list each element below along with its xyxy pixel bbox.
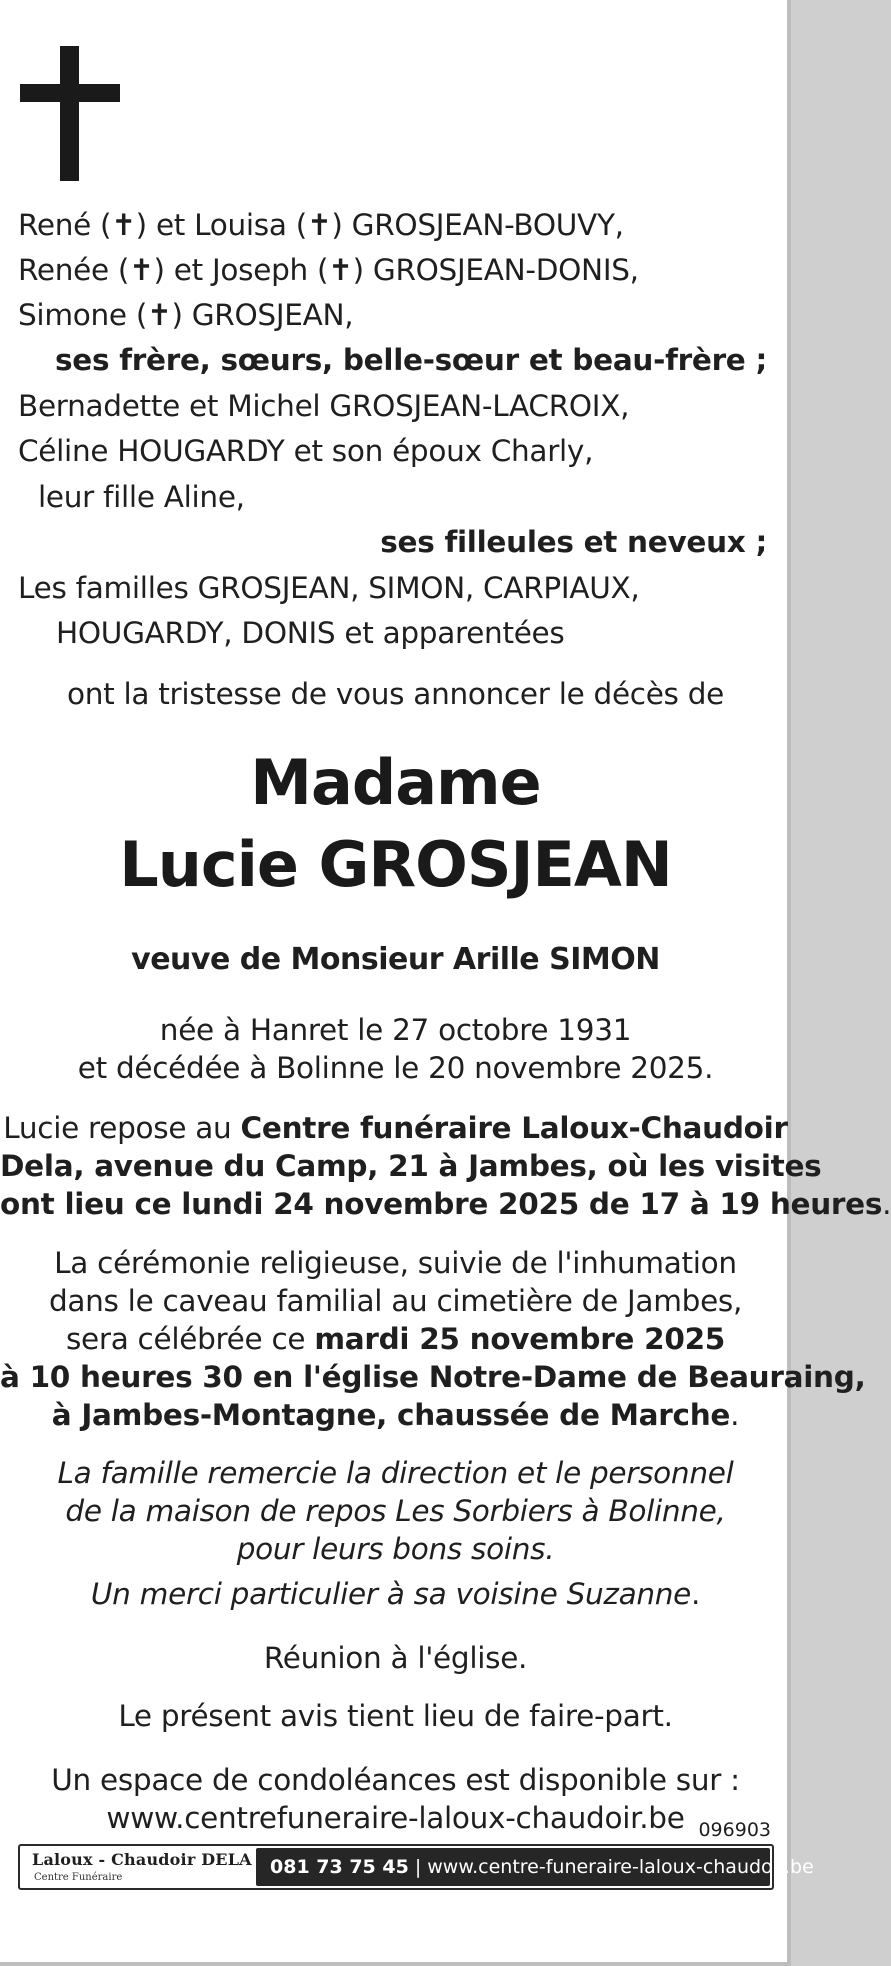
- death-info: et décédée à Bolinne le 20 novembre 2025.: [77, 1051, 714, 1085]
- rest-line-3: ont lieu ce lundi 24 novembre 2025 de 17 à 19 heures.: [0, 1187, 891, 1221]
- birth-info: née à Hanret le 27 octobre 1931: [159, 1013, 632, 1047]
- rest-line-2: Dela, avenue du Camp, 21 à Jambes, où les visites: [0, 1149, 822, 1183]
- family-line-10: HOUGARDY, DONIS et apparentées: [56, 616, 565, 650]
- deceased-name: Lucie GROSJEAN: [119, 828, 672, 901]
- contact-bar: [256, 1848, 814, 1886]
- reunion-text: Réunion à l'église.: [263, 1641, 528, 1675]
- family-line-2: Renée (✝) et Joseph (✝) GROSJEAN-DONIS,: [18, 253, 639, 287]
- thanks-line-3: pour leurs bons soins.: [236, 1532, 555, 1566]
- ceremony-line-5: à Jambes-Montagne, chaussée de Marche.: [51, 1398, 740, 1432]
- family-line-1: René (✝) et Louisa (✝) GROSJEAN-BOUVY,: [18, 208, 624, 242]
- funeral-home-subtitle: Centre Funéraire: [34, 1872, 123, 1883]
- family-line-6: Céline HOUGARDY et son époux Charly,: [18, 434, 594, 468]
- notice-text: Le présent avis tient lieu de faire-part.: [118, 1699, 673, 1733]
- deceased-title: Madame: [250, 746, 541, 819]
- rest-line-1: Lucie repose au Centre funéraire Laloux-Chaudoir: [3, 1111, 788, 1145]
- funeral-home-footer: [18, 1844, 814, 1890]
- funeral-home-logo: Laloux - Chaudoir DELA: [32, 1850, 252, 1869]
- family-line-3: Simone (✝) GROSJEAN,: [18, 298, 354, 332]
- ceremony-line-2: dans le caveau familial au cimetière de Jambes,: [48, 1284, 743, 1318]
- ceremony-line-3: sera célébrée ce mardi 25 novembre 2025: [65, 1322, 726, 1356]
- thanks-line-1: La famille remercie la direction et le personnel: [57, 1456, 734, 1490]
- phone-number: 081 73 75 45: [270, 1856, 409, 1878]
- announcement-text: ont la tristesse de vous annoncer le décès de: [67, 677, 724, 711]
- condolences-text: Un espace de condoléances est disponible sur :: [51, 1763, 740, 1797]
- family-relation-2: ses filleules et neveux ;: [380, 525, 767, 559]
- widow-of: veuve de Monsieur Arille SIMON: [131, 942, 660, 977]
- reference-number: 096903: [698, 1819, 771, 1841]
- condolences-url: www.centrefuneraire-laloux-chaudoir.be: [106, 1801, 685, 1835]
- cross-icon: [20, 46, 120, 181]
- family-relation-1: ses frère, sœurs, belle-sœur et beau-frère ;: [55, 343, 767, 377]
- website-link[interactable]: www.centre-funeraire-laloux-chaudoir.be: [427, 1856, 814, 1878]
- family-line-5: Bernadette et Michel GROSJEAN-LACROIX,: [18, 389, 630, 423]
- ceremony-line-1: La cérémonie religieuse, suivie de l'inhumation: [54, 1246, 737, 1280]
- family-line-7: leur fille Aline,: [38, 480, 245, 514]
- thanks-line-4: Un merci particulier à sa voisine Suzanne.: [90, 1577, 701, 1611]
- family-line-9: Les familles GROSJEAN, SIMON, CARPIAUX,: [18, 571, 640, 605]
- ceremony-line-4: à 10 heures 30 en l'église Notre-Dame de Beauraing,: [0, 1360, 866, 1394]
- separator: |: [414, 1856, 422, 1878]
- thanks-line-2: de la maison de repos Les Sorbiers à Bolinne,: [65, 1494, 726, 1528]
